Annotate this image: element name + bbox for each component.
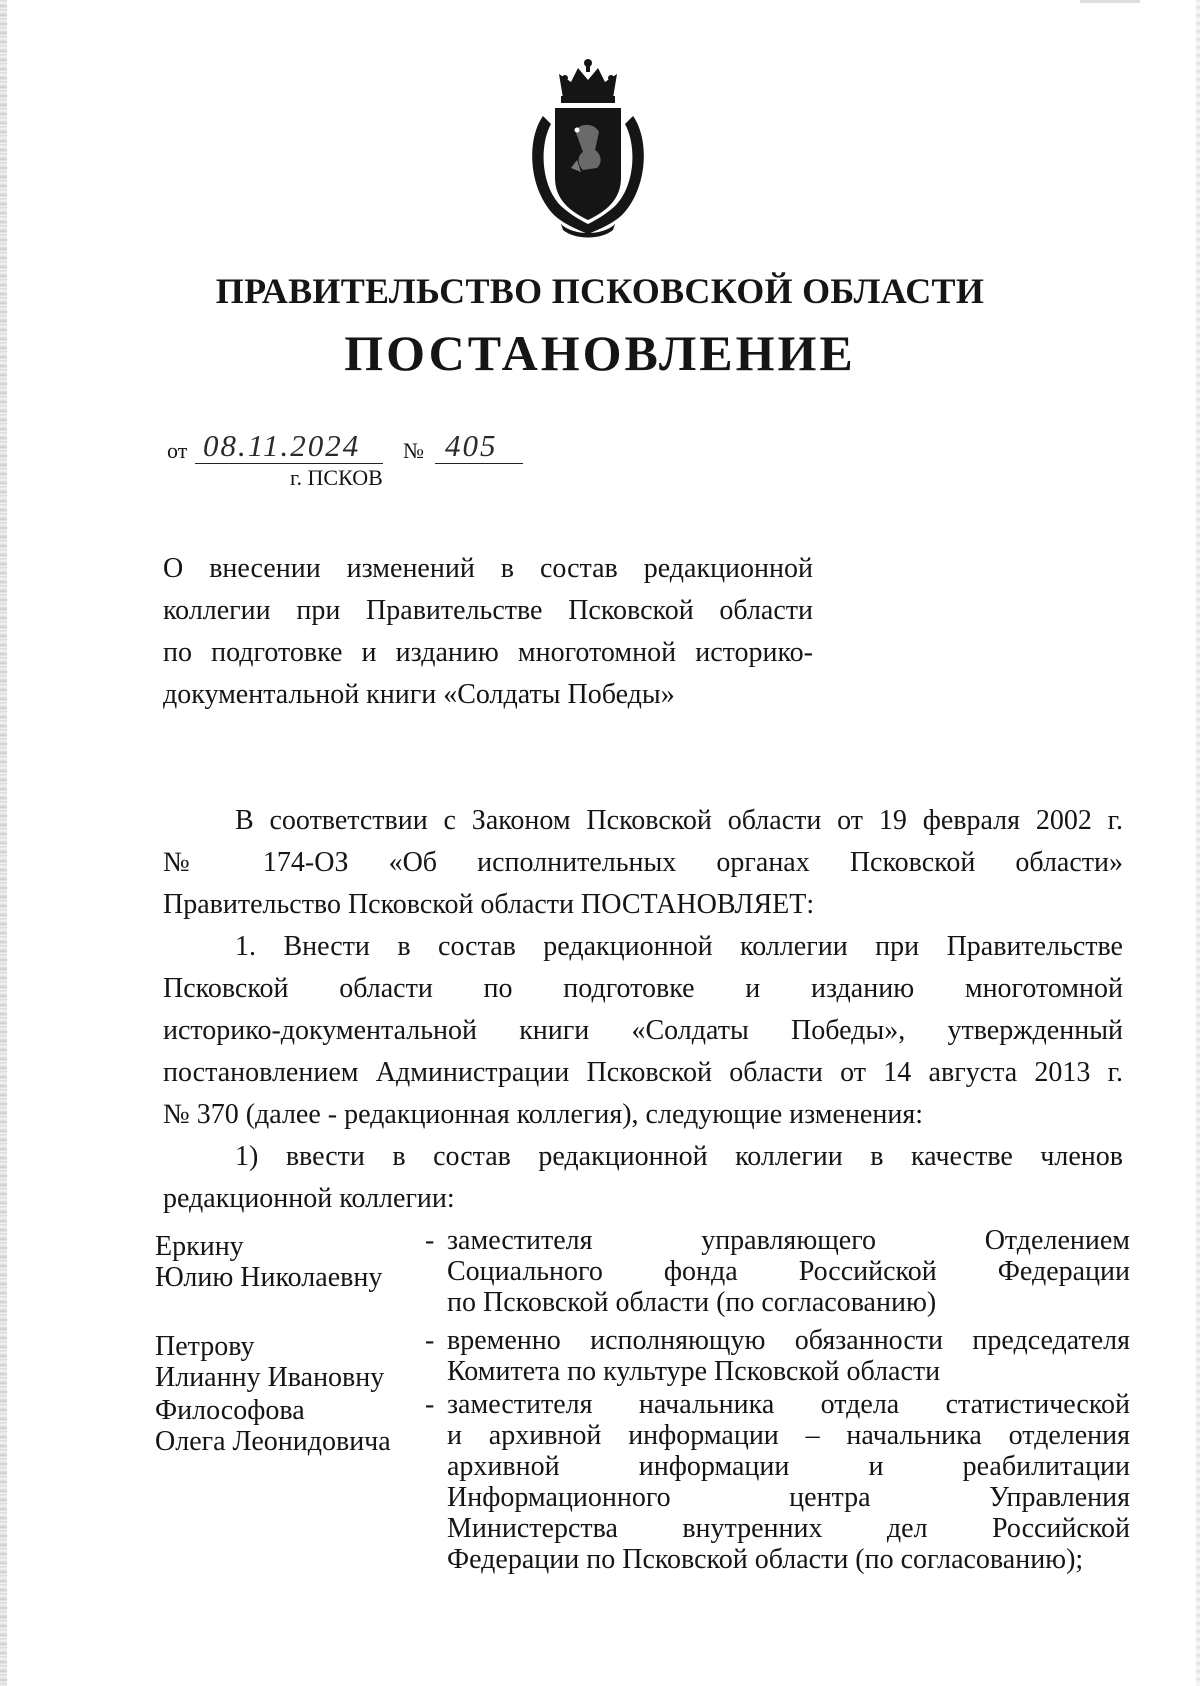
body-line: 1. Внести в состав редакционной коллегии при Правительстве: [235, 931, 1123, 962]
member-name-line: Илианну Ивановну: [155, 1362, 385, 1393]
member-list: [155, 1225, 1130, 1579]
document-body: [163, 800, 1123, 1220]
member-dash: -: [425, 1389, 435, 1420]
member-role-line: Социального фонда Российской Федерации: [447, 1256, 1130, 1287]
body-line: № 174-ОЗ «Об исполнительных органах Псковской области»: [163, 847, 1123, 878]
government-name: ПРАВИТЕЛЬСТВО ПСКОВСКОЙ ОБЛАСТИ: [215, 271, 985, 311]
member-role-line: заместителя управляющего Отделением: [447, 1225, 1130, 1256]
subject-line: О внесении изменений в состав редакционной: [163, 553, 813, 584]
member-name-line: Философова: [155, 1395, 305, 1426]
subject-line: документальной книги «Солдаты Победы»: [163, 679, 675, 710]
member-name: [155, 1231, 415, 1293]
subitem-1-paragraph: [163, 1136, 1123, 1220]
member-role-line: по Псковской области (по согласованию): [447, 1287, 937, 1318]
body-line: 1) ввести в состав редакционной коллегии в качестве членов: [235, 1141, 1123, 1172]
scan-edge-right: [1196, 0, 1200, 1686]
member-name: [155, 1331, 415, 1393]
coat-of-arms-emblem: [525, 58, 651, 238]
handwritten-number: 405: [445, 428, 498, 463]
member-entry: [155, 1225, 1130, 1325]
subject-line: коллегии при Правительстве Псковской области: [163, 595, 813, 626]
body-line: № 370 (далее - редакционная коллегия), следующие изменения:: [163, 1099, 923, 1130]
member-name-line: Олега Леонидовича: [155, 1426, 391, 1457]
document-type-title: ПОСТАНОВЛЕНИЕ: [344, 325, 856, 381]
item-1-paragraph: [163, 926, 1123, 1136]
member-entry: [155, 1389, 1130, 1579]
handwritten-date: 08.11.2024: [203, 428, 361, 463]
member-name-line: Еркину: [155, 1231, 244, 1262]
body-line: постановлением Администрации Псковской области от 14 августа 2013 г.: [163, 1057, 1123, 1088]
member-role-line: Федерации по Псковской области (по согласованию);: [447, 1544, 1084, 1575]
preamble-paragraph: [163, 800, 1123, 926]
date-number-line: [167, 428, 527, 468]
scan-mark: [1080, 0, 1140, 3]
member-role-line: заместителя начальника отдела статистической: [447, 1389, 1130, 1420]
body-line: В соответствии с Законом Псковской области от 19 февраля 2002 г.: [235, 805, 1123, 836]
member-role-line: Информационного центра Управления: [447, 1482, 1130, 1513]
member-role: [447, 1325, 1130, 1387]
member-role-line: Министерства внутренних дел Российской: [447, 1513, 1130, 1544]
member-name: [155, 1395, 415, 1457]
member-dash: -: [425, 1325, 435, 1356]
member-role-line: Комитета по культуре Псковской области: [447, 1356, 941, 1387]
date-prefix: от: [167, 438, 188, 463]
number-prefix: №: [403, 438, 424, 463]
body-line: Правительство Псковской области ПОСТАНОВЛЯЕТ:: [163, 889, 815, 920]
member-dash: -: [425, 1225, 435, 1256]
scan-edge-left: [0, 0, 7, 1686]
member-role: [447, 1389, 1130, 1575]
body-line: Псковской области по подготовке и изданию многотомной: [163, 973, 1123, 1004]
member-entry: [155, 1325, 1130, 1393]
member-name-line: Петрову: [155, 1331, 255, 1362]
subject-line: по подготовке и изданию многотомной историко-: [163, 637, 813, 668]
member-role-line: и архивной информации – начальника отделения: [447, 1420, 1130, 1451]
member-role-line: архивной информации и реабилитации: [447, 1451, 1130, 1482]
member-role-line: временно исполняющую обязанности председателя: [447, 1325, 1130, 1356]
member-role: [447, 1225, 1130, 1318]
city-label: г. ПСКОВ: [290, 465, 383, 490]
member-name-line: Юлию Николаевну: [155, 1262, 383, 1293]
body-line: историко-документальной книги «Солдаты Победы», утвержденный: [163, 1015, 1123, 1046]
body-line: редакционной коллегии:: [163, 1183, 455, 1214]
document-subject: [163, 548, 813, 716]
